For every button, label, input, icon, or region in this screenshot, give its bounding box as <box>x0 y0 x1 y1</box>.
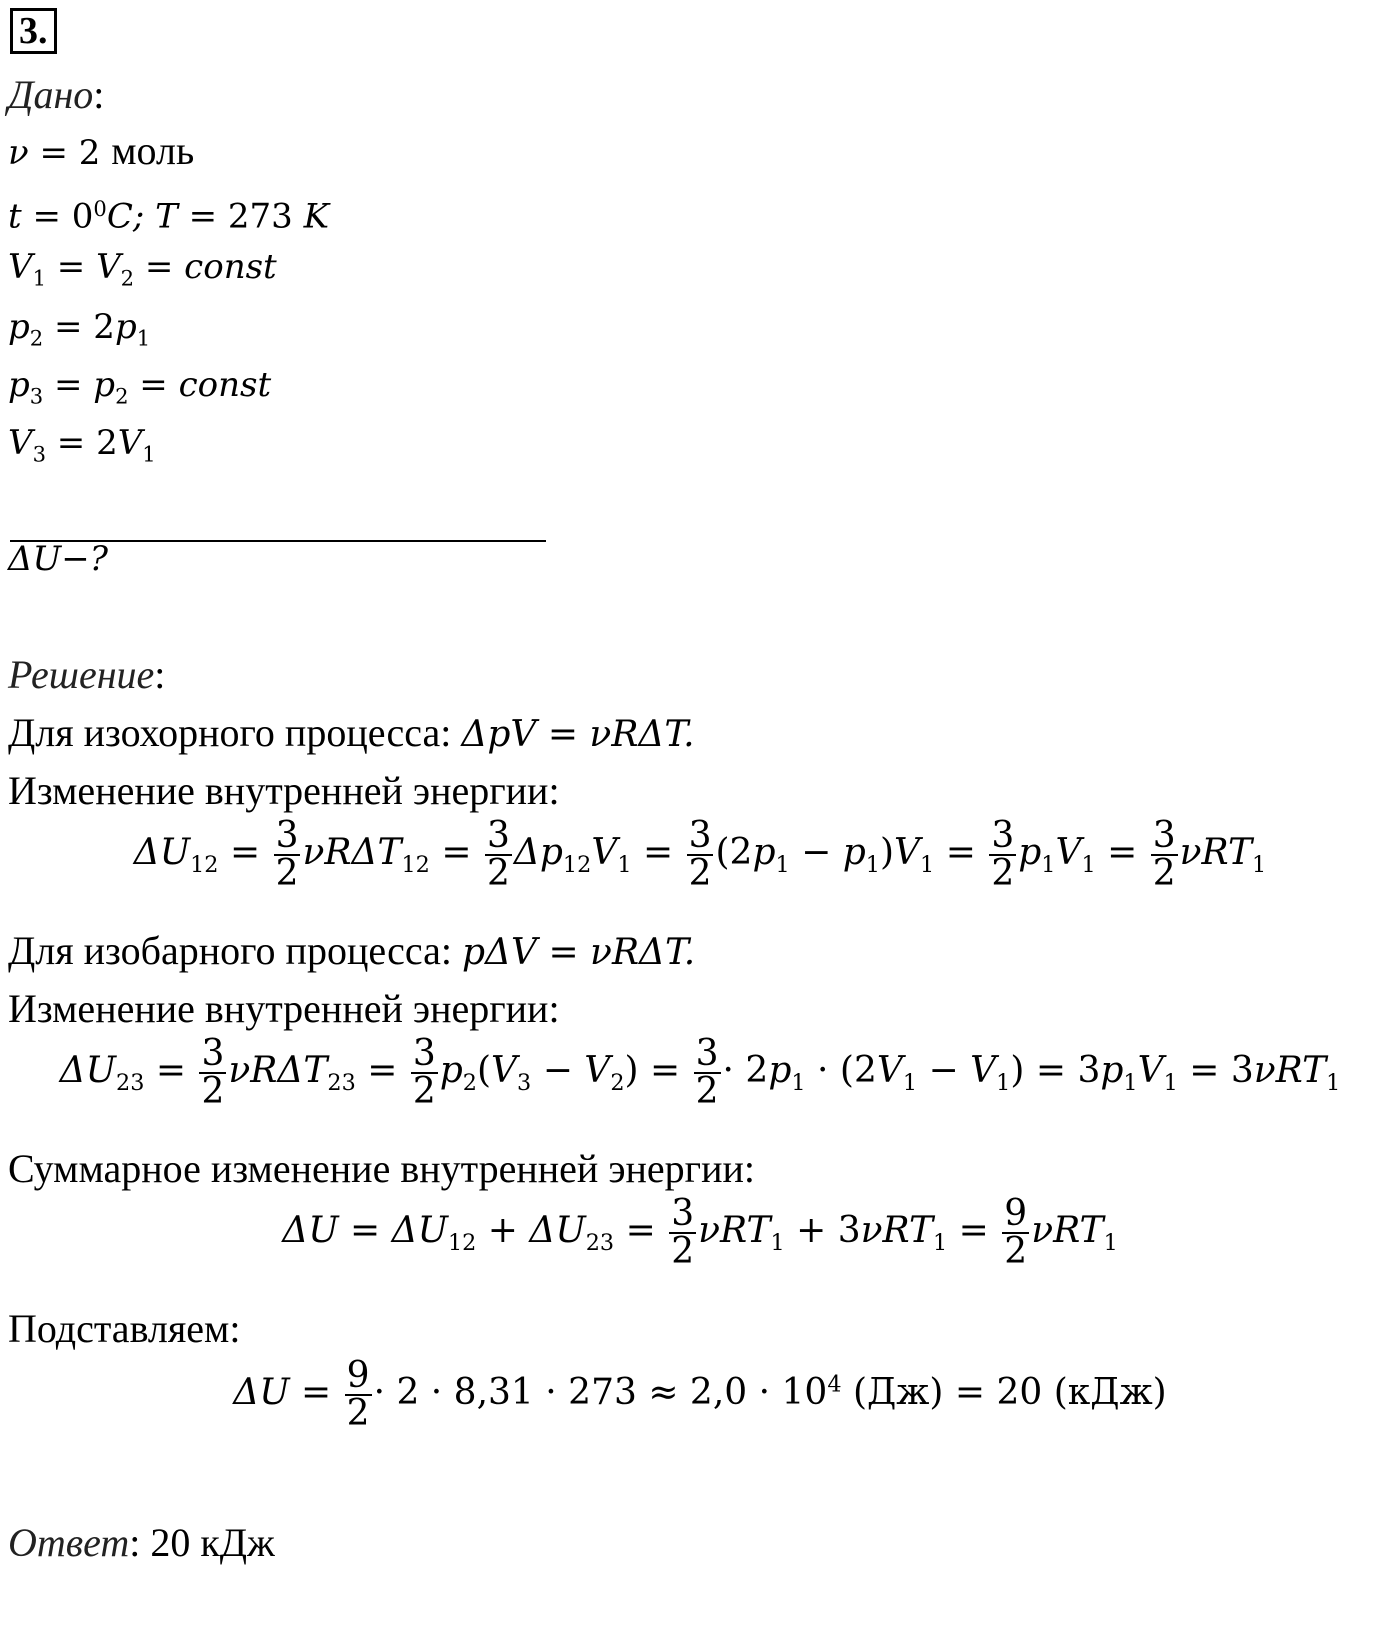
given-line-4: $p_2 = 2p_1$ <box>8 307 151 351</box>
solution-heading-word: Решение <box>8 652 155 697</box>
total-change-label: Суммарное изменение внутренней энергии: <box>8 1146 755 1191</box>
formula-du23: $\Delta U_{23}$ = $\frac{3}{2}$ νRΔT$_{23}$ = $\frac{3}{2}$ $p_2(V_3 - V_2)$ = $\frac{3}{2}$ · $2p_1 \cdot (2V_1 - V_1) = 3p_1V_1 = 3\nu RT_1$ <box>59 1033 1341 1112</box>
isobaric-label: Для изобарного процесса: <box>8 928 462 973</box>
answer-label: Ответ <box>8 1520 130 1565</box>
given-line-6: $V_3 = 2V_1$ <box>8 423 156 467</box>
formula-numeric: ΔU = $\frac{9}{2}$ · $2 \cdot 8,31 \cdot 273 \approx 2,0 \cdot 10^4$ (Дж) = 20 (кДж) <box>233 1355 1167 1434</box>
given-line-3: $V_1 = V_2$ = const <box>8 247 277 291</box>
find-quantity: ΔU−? <box>8 539 108 579</box>
answer-value: : 20 кДж <box>129 1520 275 1565</box>
given-line-5: $p_3 = p_2$ = const <box>8 365 272 409</box>
isochoric-line <box>8 710 695 758</box>
given-heading-colon: : <box>93 72 105 117</box>
problem-number: 3. <box>10 8 57 54</box>
given-line-2: $t = 0^0C$; T = 273 K <box>8 196 330 237</box>
isochoric-label: Для изохорного процесса: <box>8 710 462 755</box>
isobaric-line <box>8 928 695 976</box>
answer-line <box>8 1520 275 1566</box>
given-line-1: ν = 2 моль <box>8 128 195 173</box>
formula-total: $\Delta U = \Delta U_{12} + \Delta U_{23}$ = $\frac{3}{2}$ νRT$_1$ + 3νRT$_1$ = $\frac{9}{2}$ νRT$_1$ <box>282 1193 1118 1272</box>
formula-du12: $\Delta U_{12}$ = $\frac{3}{2}$ νRΔT$_{12}$ = $\frac{3}{2}$ $\Delta p_{12}V_1$ = $\frac{3}{2}$ $(2p_1 - p_1)V_1$ = $\frac{3}{2}$ $p_1V_1$ = $\frac{3}{2}$ νRT$_1$ <box>133 815 1267 894</box>
isochoric-formula: ΔpV = νRΔT. <box>461 714 695 755</box>
given-heading-word: Дано <box>8 72 94 117</box>
isobaric-formula: pΔV = νRΔT. <box>461 932 696 973</box>
energy-change-label-2: Изменение внутренней энергии: <box>8 986 560 1031</box>
solution-heading <box>8 652 165 698</box>
substitute-label: Подставляем: <box>8 1306 241 1351</box>
solution-heading-colon: : <box>154 652 166 697</box>
given-heading <box>8 72 104 118</box>
energy-change-label-1: Изменение внутренней энергии: <box>8 768 560 813</box>
